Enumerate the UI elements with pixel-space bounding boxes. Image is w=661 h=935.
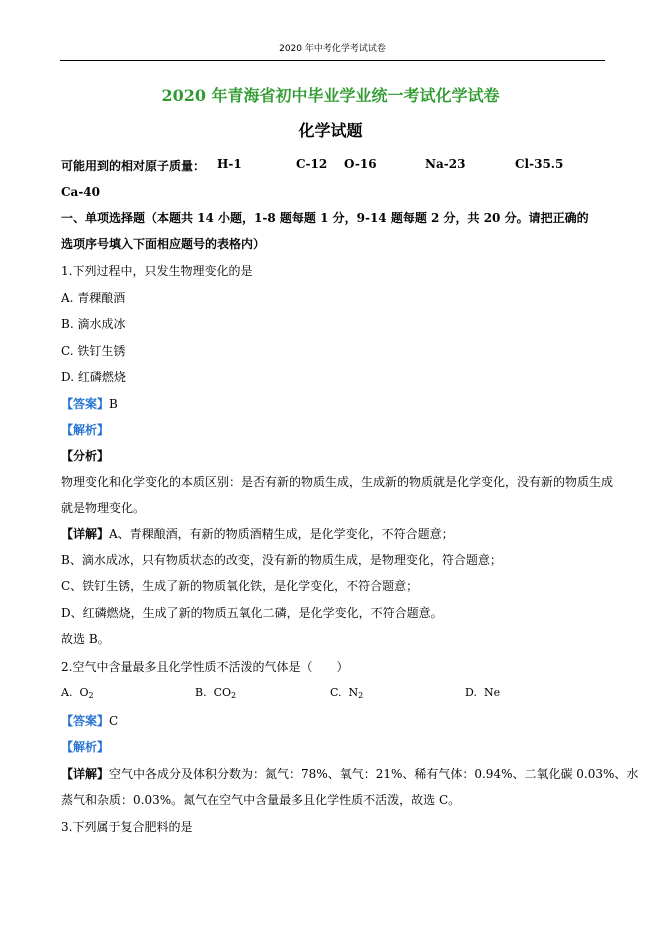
- q1-fenxi-text: 物理变化和化学变化的本质区别：是否有新的物质生成，生成新的物质就是化学变化，没有新的物质生成: [61, 475, 614, 489]
- question-1-stem: 1.下列过程中，只发生物理变化的是: [61, 264, 253, 278]
- q1-fenxi-tag: 【分析】: [61, 449, 110, 463]
- detail-text: 空气中各成分及体积分数为：氮气：78%、氧气：21%、稀有气体：0.94%、二氧化碳 0.03%、水: [109, 767, 639, 781]
- q1-option-a: A. 青稞酿酒: [61, 291, 126, 305]
- q2-option-c: [330, 686, 363, 700]
- atomic-mass-c: C-12: [296, 157, 328, 171]
- question-2-stem: 2.空气中含量最多且化学性质不活泼的气体是（ ）: [61, 660, 349, 674]
- option-subscript: 2: [88, 691, 94, 700]
- option-letter: A.: [61, 686, 73, 699]
- q1-detail-d: D、红磷燃烧，生成了新的物质五氧化二磷，是化学变化，不符合题意。: [61, 606, 443, 620]
- option-formula: Ne: [483, 686, 501, 699]
- option-letter: D.: [465, 686, 477, 699]
- q1-option-b: B. 滴水成冰: [61, 317, 126, 331]
- atomic-mass-o: O-16: [344, 157, 377, 171]
- q1-option-c: C. 铁钉生锈: [61, 344, 126, 358]
- answer-value: B: [109, 397, 118, 411]
- answer-tag: 【答案】: [61, 397, 110, 411]
- q2-option-a: [61, 686, 94, 700]
- q2-option-d: [465, 686, 500, 699]
- atomic-mass-na: Na-23: [425, 157, 466, 171]
- q1-fenxi-text-cont: 就是物理变化。: [61, 501, 146, 515]
- atomic-mass-cl: Cl-35.5: [515, 157, 564, 171]
- page-header: 2020 年中考化学考试试卷: [279, 44, 386, 54]
- q2-detail-cont: 蒸气和杂质：0.03%。氮气在空气中含量最多且化学性质不活泼，故选 C。: [61, 793, 461, 807]
- section-heading-cont: 选项序号填入下面相应题号的表格内）: [61, 237, 266, 251]
- option-formula: CO: [213, 686, 232, 699]
- detail-tag: 【详解】: [61, 527, 110, 541]
- q1-analysis-tag: 【解析】: [61, 423, 110, 437]
- exam-subtitle: 化学试题: [298, 121, 363, 140]
- q2-answer: [61, 713, 118, 729]
- option-formula: N: [348, 686, 359, 699]
- detail-text: A、青稞酿酒，有新的物质酒精生成，是化学变化，不符合题意；: [109, 527, 454, 541]
- q1-detail-c: C、铁钉生锈，生成了新的物质氧化铁，是化学变化，不符合题意；: [61, 579, 419, 593]
- exam-title: 2020 年青海省初中毕业学业统一考试化学试卷: [161, 86, 500, 105]
- atomic-mass-h: H-1: [217, 157, 242, 171]
- question-3-stem: 3.下列属于复合肥料的是: [61, 820, 193, 834]
- atomic-mass-label: 可能用到的相对原子质量：: [61, 159, 206, 173]
- q2-detail: [61, 766, 638, 782]
- option-formula: O: [79, 686, 89, 699]
- q1-detail-b: B、滴水成冰，只有物质状态的改变，没有新的物质生成，是物理变化，符合题意；: [61, 553, 502, 567]
- atomic-mass-ca: Ca-40: [61, 185, 101, 199]
- option-subscript: 2: [358, 691, 364, 700]
- option-subscript: 2: [231, 691, 237, 700]
- option-letter: C.: [330, 686, 342, 699]
- answer-value: C: [109, 714, 119, 728]
- q1-conclusion: 故选 B。: [61, 632, 110, 646]
- answer-tag: 【答案】: [61, 714, 110, 728]
- q2-option-b: [195, 686, 236, 700]
- section-heading: 一、单项选择题（本题共 14 小题，1-8 题每题 1 分，9-14 题每题 2 分，共 20 分。请把正确的: [61, 211, 589, 225]
- option-letter: B.: [195, 686, 207, 699]
- q2-analysis-tag: 【解析】: [61, 740, 110, 754]
- detail-tag: 【详解】: [61, 767, 110, 781]
- q1-answer: [61, 396, 118, 412]
- header-rule: [60, 60, 605, 61]
- q1-detail-a: [61, 526, 454, 542]
- q1-option-d: D. 红磷燃烧: [61, 370, 126, 384]
